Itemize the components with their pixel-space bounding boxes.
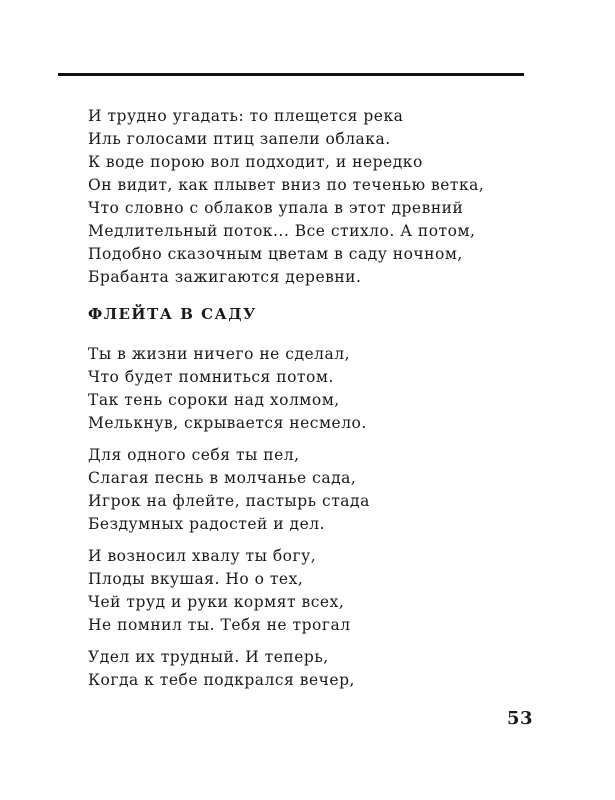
verse-line: К воде порою вол подходит, и нередко xyxy=(88,153,423,171)
verse-line: Не помнил ты. Тебя не трогал xyxy=(88,616,351,634)
top-rule xyxy=(58,73,524,76)
verse-line: Плоды вкушая. Но о тех, xyxy=(88,570,304,588)
verse-line: Мелькнув, скрывается несмело. xyxy=(88,414,367,432)
verse-line: Иль голосами птиц запели облака. xyxy=(88,130,391,148)
verse-line: Он видит, как плывет вниз по теченью ветка, xyxy=(88,176,485,194)
verse-line: И трудно угадать: то плещется река xyxy=(88,107,404,125)
verse-line: Подобно сказочным цветам в саду ночном, xyxy=(88,245,463,263)
page-number: 53 xyxy=(507,708,534,729)
verse-line: Удел их трудный. И теперь, xyxy=(88,648,329,666)
verse-line: Когда к тебе подкрался вечер, xyxy=(88,671,355,689)
verse-line: Ты в жизни ничего не сделал, xyxy=(88,345,351,363)
verse-line: Что словно с облаков упала в этот древний xyxy=(88,199,464,217)
verse-line: Медлительный поток... Все стихло. А потом, xyxy=(88,222,476,240)
poem-title: ФЛЕЙТА В САДУ xyxy=(88,305,257,323)
verse-line: Бездумных радостей и дел. xyxy=(88,515,326,533)
verse-line: И возносил хвалу ты богу, xyxy=(88,547,317,565)
verse-line: Слагая песнь в молчанье сада, xyxy=(88,469,357,487)
verse-line: Так тень сороки над холмом, xyxy=(88,391,340,409)
verse-line: Что будет помниться потом. xyxy=(88,368,334,386)
verse-line: Для одного себя ты пел, xyxy=(88,446,300,464)
verse-line: Чей труд и руки кормят всех, xyxy=(88,593,345,611)
verse-line: Игрок на флейте, пастырь стада xyxy=(88,492,370,510)
verse-line: Брабанта зажигаются деревни. xyxy=(88,268,362,286)
